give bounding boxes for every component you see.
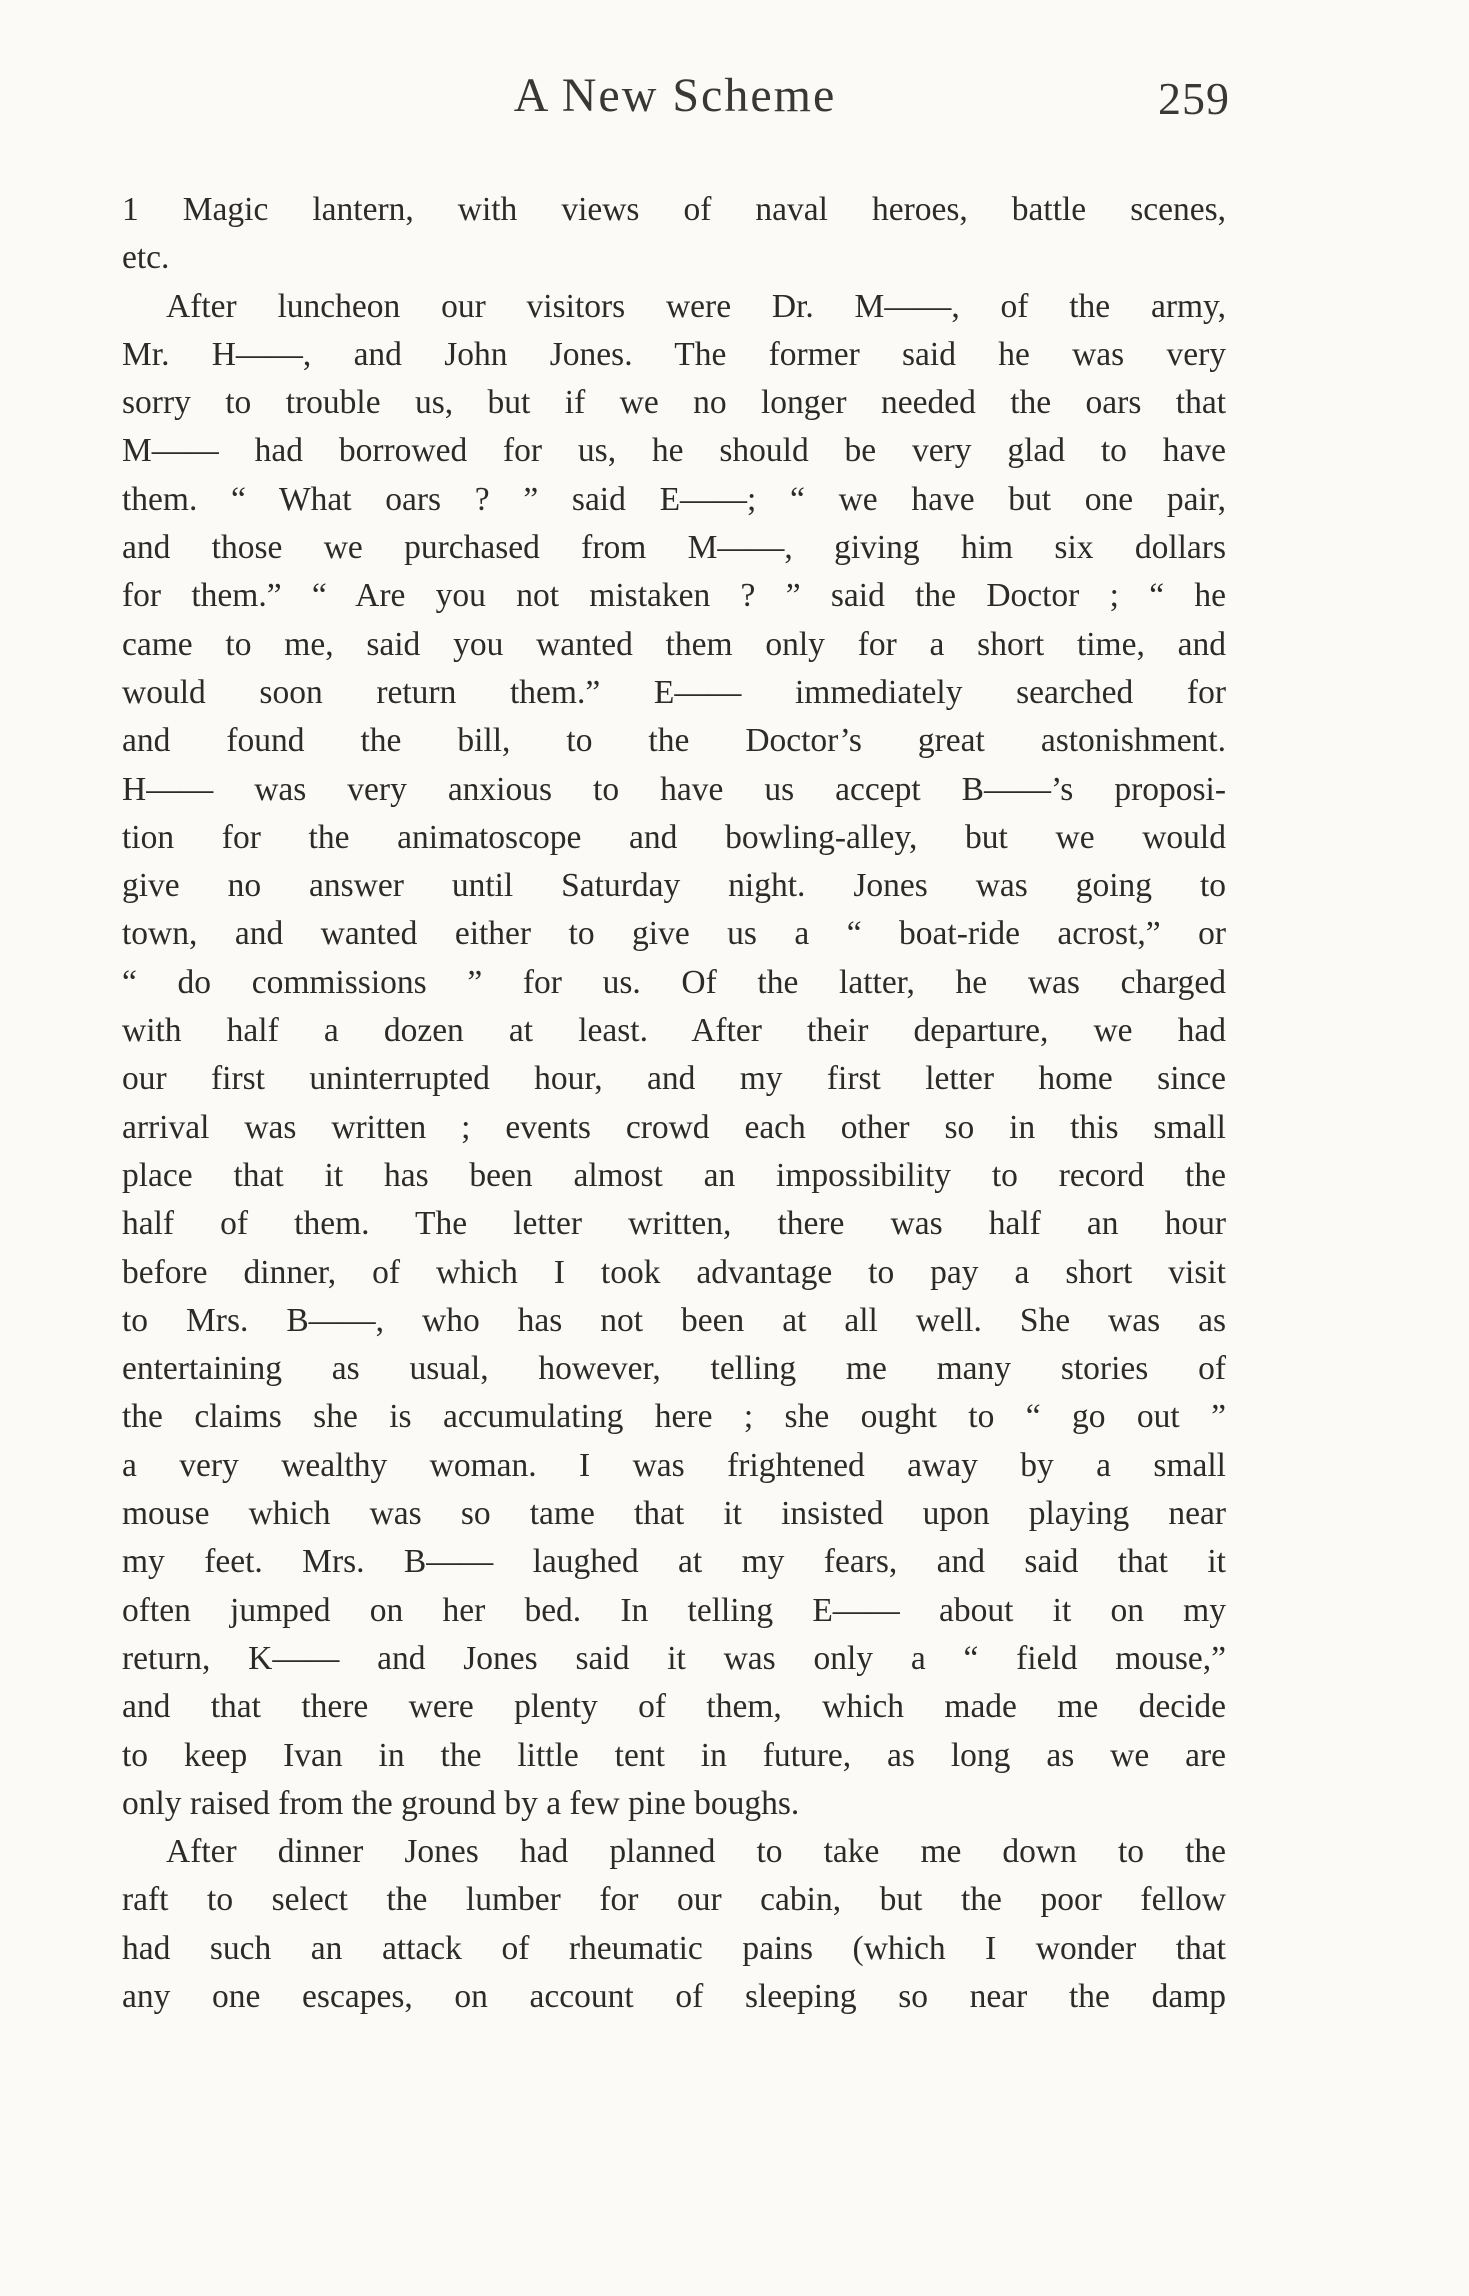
text-line: would soon return them.” E—— immediately searched for	[122, 673, 1226, 711]
text-line: had such an attack of rheumatic pains (which I wonder that	[122, 1929, 1226, 1967]
text-line: 1 Magic lantern, with views of naval heroes, battle scenes,	[122, 191, 1226, 228]
text-line: After dinner Jones had planned to take me down to the	[166, 1833, 1226, 1871]
text-line: to keep Ivan in the little tent in future, as long as we are	[122, 1736, 1226, 1774]
text-line: with half a dozen at least. After their departure, we had	[122, 1012, 1226, 1050]
text-line: and found the bill, to the Doctor’s great astonishment.	[122, 722, 1226, 760]
text-line: and those we purchased from M——, giving him six dollars	[122, 529, 1226, 567]
text-line: and that there were plenty of them, which made me decide	[122, 1688, 1226, 1726]
text-line: tion for the animatoscope and bowling-alley, but we would	[122, 818, 1226, 856]
text-line: etc.	[122, 239, 170, 277]
text-line: “ do commissions ” for us. Of the latter, he was charged	[122, 963, 1226, 1001]
text-line: entertaining as usual, however, telling me many stories of	[122, 1350, 1226, 1388]
text-line: Mr. H——, and John Jones. The former said he was very	[122, 335, 1226, 373]
text-line: any one escapes, on account of sleeping so near the damp	[122, 1977, 1226, 2015]
text-line: place that it has been almost an impossibility to record the	[122, 1156, 1226, 1194]
text-line: the claims she is accumulating here ; she ought to “ go out ”	[122, 1398, 1226, 1436]
text-line: half of them. The letter written, there was half an hour	[122, 1205, 1226, 1243]
text-line: for them.” “ Are you not mistaken ? ” said the Doctor ; “ he	[122, 577, 1226, 615]
text-line: often jumped on her bed. In telling E—— about it on my	[122, 1591, 1226, 1629]
text-line: mouse which was so tame that it insisted upon playing near	[122, 1495, 1226, 1533]
text-line: before dinner, of which I took advantage to pay a short visit	[122, 1253, 1226, 1291]
text-line: my feet. Mrs. B—— laughed at my fears, and said that it	[122, 1543, 1226, 1581]
text-line: H—— was very anxious to have us accept B——’s proposi-	[122, 770, 1226, 808]
text-line: town, and wanted either to give us a “ boat-ride acrost,” or	[122, 915, 1226, 953]
running-head	[120, 68, 1230, 138]
text-line: arrival was written ; events crowd each other so in this small	[122, 1108, 1226, 1146]
text-line: return, K—— and Jones said it was only a “ field mouse,”	[122, 1639, 1226, 1677]
text-line: them. “ What oars ? ” said E——; “ we have but one pair,	[122, 480, 1226, 518]
text-line: raft to select the lumber for our cabin, but the poor fellow	[122, 1881, 1226, 1919]
text-line: our first uninterrupted hour, and my first letter home since	[122, 1060, 1226, 1098]
text-line: to Mrs. B——, who has not been at all well. She was as	[122, 1301, 1226, 1339]
text-line: came to me, said you wanted them only for a short time, and	[122, 625, 1226, 663]
text-line: M—— had borrowed for us, he should be very glad to have	[122, 432, 1226, 470]
body-text	[122, 186, 1226, 2021]
page-number: 259	[1158, 73, 1230, 124]
chapter-title: A New Scheme	[513, 69, 837, 122]
text-line: sorry to trouble us, but if we no longer needed the oars that	[122, 384, 1226, 422]
text-line: give no answer until Saturday night. Jones was going to	[122, 867, 1226, 905]
text-line: After luncheon our visitors were Dr. M——, of the army,	[166, 287, 1226, 325]
text-line: a very wealthy woman. I was frightened away by a small	[122, 1446, 1226, 1484]
text-line: only raised from the ground by a few pine boughs.	[122, 1784, 800, 1822]
